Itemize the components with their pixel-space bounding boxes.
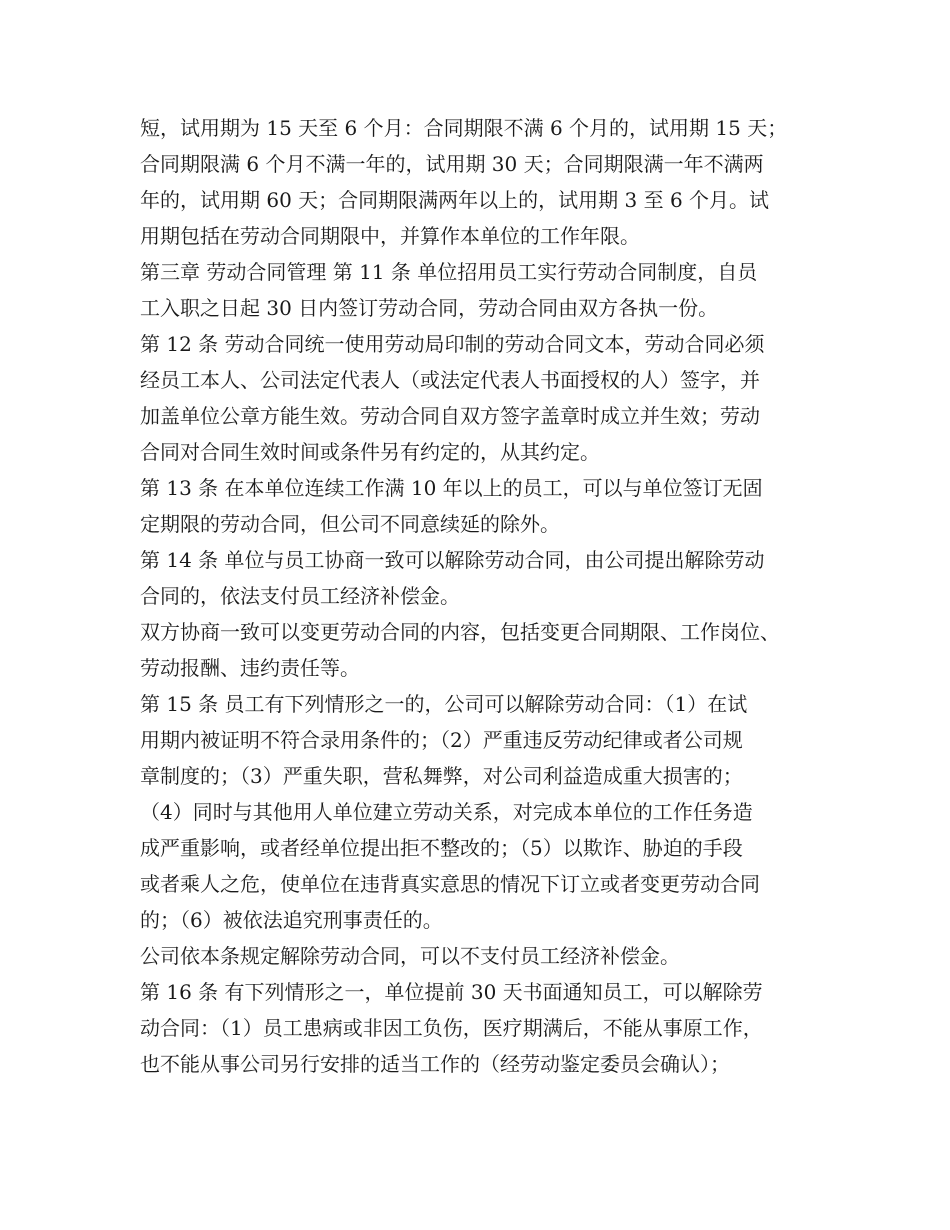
text-line: 章制度的；（3）严重失职，营私舞弊，对公司利益造成重大损害的； — [140, 764, 743, 788]
text-line: 也不能从事公司另行安排的适当工作的（经劳动鉴定委员会确认）； — [140, 1052, 730, 1076]
text-line: 工入职之日起 30 日内签订劳动合同，劳动合同由双方各执一份。 — [140, 296, 719, 320]
text-line: 用期包括在劳动合同期限中，并算作本单位的工作年限。 — [140, 224, 640, 248]
text-line: 或者乘人之危，使单位在违背真实意思的情况下订立或者变更劳动合同 — [140, 872, 760, 896]
text-line: 加盖单位公章方能生效。劳动合同自双方签字盖章时成立并生效；劳动 — [140, 404, 760, 428]
text-line: 第 15 条 员工有下列情形之一的，公司可以解除劳动合同：（1）在试 — [140, 692, 748, 716]
text-line: 第三章 劳动合同管理 第 11 条 单位招用员工实行劳动合同制度，自员 — [140, 260, 758, 284]
text-line: 合同的，依法支付员工经济补偿金。 — [140, 584, 460, 608]
text-line: 年的，试用期 60 天；合同期限满两年以上的，试用期 3 至 6 个月。试 — [140, 188, 770, 212]
text-line: 第 16 条 有下列情形之一，单位提前 30 天书面通知员工，可以解除劳 — [140, 980, 763, 1004]
text-line: （4）同时与其他用人单位建立劳动关系，对完成本单位的工作任务造 — [140, 800, 753, 824]
text-line: 定期限的劳动合同，但公司不同意续延的除外。 — [140, 512, 560, 536]
text-line: 合同期限满 6 个月不满一年的，试用期 30 天；合同期限满一年不满两 — [140, 152, 764, 176]
text-line: 用期内被证明不符合录用条件的；（2）严重违反劳动纪律或者公司规 — [140, 728, 743, 752]
text-line: 第 12 条 劳动合同统一使用劳动局印制的劳动合同文本，劳动合同必须 — [140, 332, 765, 356]
text-line: 短，试用期为 15 天至 6 个月：合同期限不满 6 个月的，试用期 15 天； — [140, 116, 788, 140]
text-line: 双方协商一致可以变更劳动合同的内容，包括变更合同期限、工作岗位、 — [140, 620, 780, 644]
text-line: 的；（6）被依法追究刑事责任的。 — [140, 908, 443, 932]
document-body — [140, 110, 840, 1082]
text-line: 第 13 条 在本单位连续工作满 10 年以上的员工，可以与单位签订无固 — [140, 476, 763, 500]
text-line: 公司依本条规定解除劳动合同，可以不支付员工经济补偿金。 — [140, 944, 680, 968]
text-line: 动合同：（1）员工患病或非因工负伤，医疗期满后，不能从事原工作， — [140, 1016, 763, 1040]
text-line: 经员工本人、公司法定代表人（或法定代表人书面授权的人）签字，并 — [140, 368, 760, 392]
text-line: 第 14 条 单位与员工协商一致可以解除劳动合同，由公司提出解除劳动 — [140, 548, 765, 572]
text-line: 成严重影响，或者经单位提出拒不整改的；（5）以欺诈、胁迫的手段 — [140, 836, 743, 860]
text-line: 合同对合同生效时间或条件另有约定的，从其约定。 — [140, 440, 600, 464]
text-line: 劳动报酬、违约责任等。 — [140, 656, 360, 680]
